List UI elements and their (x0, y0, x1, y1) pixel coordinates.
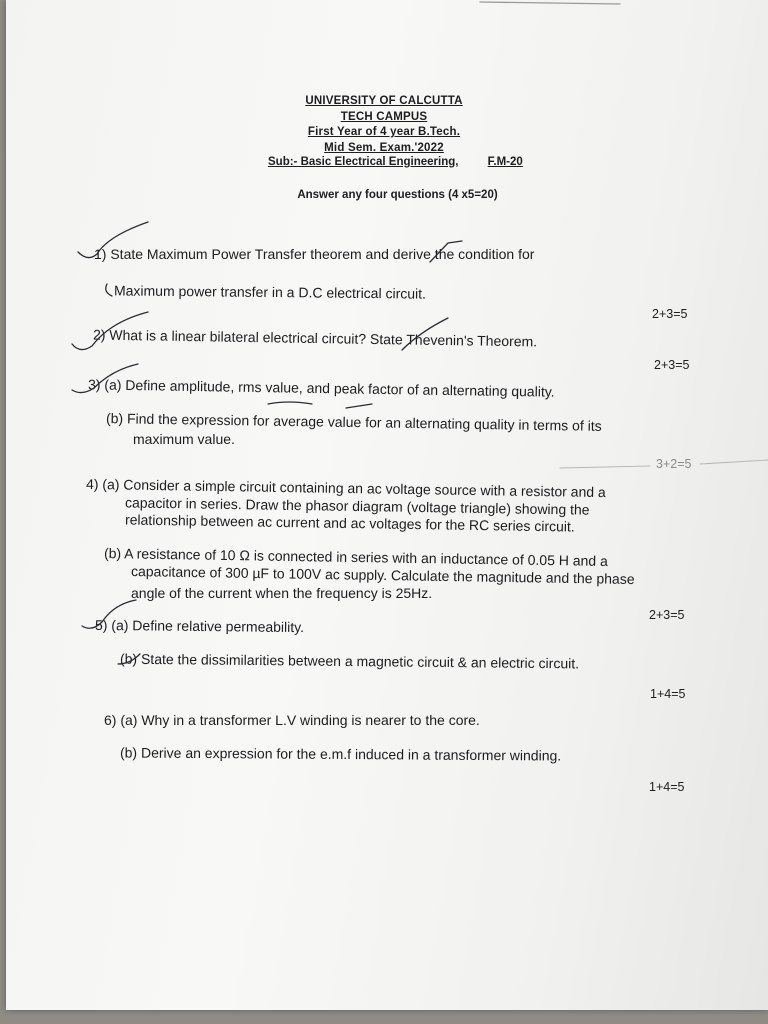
question-6-marks: 1+4=5 (649, 780, 685, 794)
question-1-line-1: 1) State Maximum Power Transfer theorem and derive the condition for (94, 246, 535, 262)
question-4b-line-1: (b) A resistance of 10 Ω is connected in series with an inductance of 0.05 H and a (103, 545, 608, 569)
subject-row (268, 156, 523, 168)
question-6b: (b) Derive an expression for the e.m.f induced in a transformer winding. (119, 744, 562, 764)
subject-name: Sub:- Basic Electrical Engineering, (268, 156, 459, 168)
question-3b-line-2: maximum value. (133, 431, 235, 447)
question-4b-line-2: capacitance of 300 µF to 100V ac supply. Calculate the magnitude and the phase (130, 563, 635, 587)
university-name: UNIVERSITY OF CALCUTTA (305, 95, 463, 107)
question-4-marks: 2+3=5 (649, 608, 685, 622)
exam-name: Mid Sem. Exam.'2022 (324, 141, 444, 154)
question-6a: 6) (a) Why in a transformer L.V winding is nearer to the core. (104, 712, 480, 728)
instruction: Answer any four questions (4 x5=20) (297, 189, 498, 201)
question-4a-line-3: relationship between ac current and ac voltages for the RC series circuit. (124, 511, 575, 535)
exam-header (0, 94, 768, 156)
question-4b-line-3: angle of the current when the frequency is 25Hz. (131, 585, 433, 601)
question-5-marks: 1+4=5 (650, 687, 686, 701)
question-1-line-2: Maximum power transfer in a D.C electrical circuit. (113, 282, 427, 302)
question-3b-line-1: (b) Find the expression for average value for an alternating quality in terms of its (105, 410, 602, 434)
question-2-marks: 2+3=5 (654, 358, 690, 372)
question-2: 2) What is a linear bilateral electrical circuit? State Thevenin's Theorem. (92, 326, 538, 350)
question-3a: 3) (a) Define amplitude, rms value, and peak factor of an alternating quality. (87, 376, 555, 400)
question-1-marks: 2+3=5 (652, 307, 688, 321)
question-5a: 5) (a) Define relative permeability. (94, 616, 305, 636)
course-year: First Year of 4 year B.Tech. (307, 126, 461, 138)
campus-name: TECH CAMPUS (340, 110, 428, 123)
full-marks: F.M-20 (487, 156, 523, 168)
question-4a-line-2: capacitor in series. Draw the phasor diagram (voltage triangle) showing the (124, 494, 590, 518)
question-5b: (b) State the dissimilarities between a magnetic circuit & an electric circuit. (119, 650, 580, 672)
question-4a-line-1: 4) (a) Consider a simple circuit containing an ac voltage source with a resistor and a (85, 475, 606, 501)
question-3-marks: 3+2=5 (656, 457, 692, 471)
